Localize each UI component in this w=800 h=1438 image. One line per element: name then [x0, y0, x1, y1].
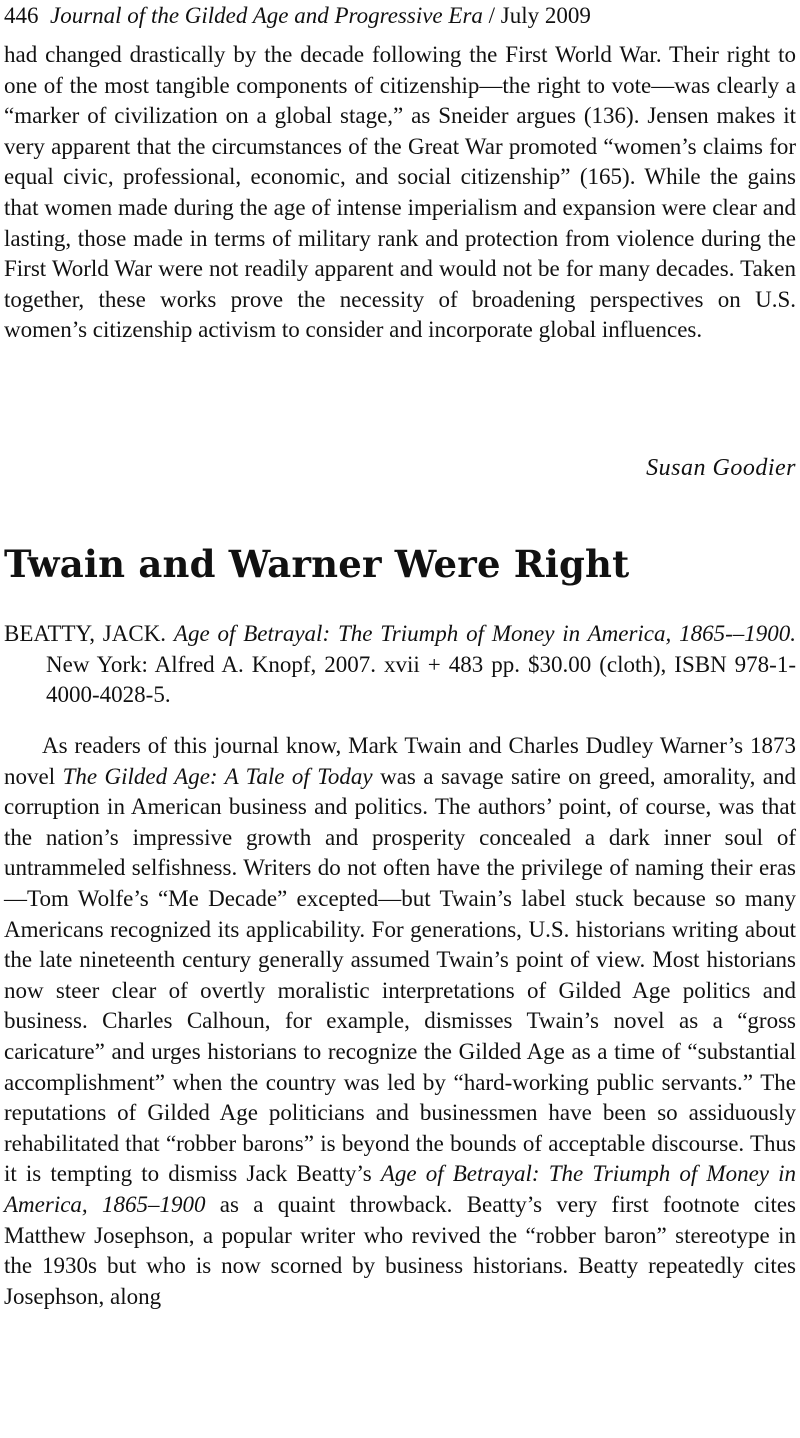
page-number: 446 [4, 3, 39, 28]
reviewer-signature: Susan Goodier [646, 455, 796, 481]
citation-publication: New York: Alfred A. Knopf, 2007. xvii + 483 pp. $30.00 (cloth), ISBN 978-1-4000-4028-5. [46, 651, 796, 708]
review-body-paragraph [4, 731, 796, 1312]
citation-author: BEATTY, JACK. [4, 621, 167, 646]
previous-review-paragraph: had changed drastically by the decade following the First World War. Their right to one of the most tangible components of citizenship—the right to vote—was clearly a “marker of civilization on a global stage,” as Sneider argues (136). Jensen makes it very apparent that the circumstances of the Great War promoted “women’s claims for equal civic, professional, economic, and social citizenship” (165). While the gains that women made during the age of intense imperialism and expansion were clear and lasting, those made in terms of military rank and protection from violence during the First World War were not readily apparent and would not be for many decades. Taken together, these works prove the necessity of broadening perspectives on U.S. women’s citizenship activism to consider and incorporate global influences. [4, 42, 796, 343]
body-text-part-2: was a savage satire on greed, amorality, and corruption in American business and politics. The authors’ point, of course, was that the nation’s impressive growth and prosperity concealed a dark inner soul of untrammeled selfishness. Writers do not often have the privilege of naming their eras—Tom Wolfe’s “Me Decade” excepted—but Twain’s label stuck because so many Americans recognized its applicability. For generations, U.S. historians writing about the late nineteenth century generally assumed Twain’s point of view. Most historians now steer clear of overtly moralistic interpretations of Gilded Age politics and business. Charles Calhoun, for example, dismisses Twain’s novel as a “gross caricature” and urges historians to recognize the Gilded Age as a time of “substantial accomplishment” when the country was led by “hard-working public servants.” The reputations of Gilded Age politicians and businessmen have been so assiduously rehabilitated that “robber barons” is beyond the bounds of acceptable discourse. Thus it is tempting to dismiss Jack Beatty’s [4, 763, 796, 1187]
review-title: Twain and Warner Were Right [4, 542, 630, 586]
body-text-part-3: as a quaint throwback. Beatty’s very first footnote cites Matthew Josephson, a popular writer who revived the “robber baron” stereotype in the 1930s but who is now scorned by business historians. Beatty repeatedly cites Josephson, along [4, 1191, 797, 1309]
book-citation [4, 619, 796, 711]
citation-book-title: Age of Betrayal: The Triumph of Money in America, 1865-–1900. [173, 621, 796, 646]
novel-title: The Gilded Age: A Tale of Today [62, 763, 373, 789]
body-text-part-1: As readers of this journal know, Mark Twain and Charles Dudley Warner’s 1873 novel [4, 733, 796, 789]
book-title-inline: Age of Betrayal: The Triumph of Money in America, 1865–1900 [4, 1161, 796, 1217]
running-head [4, 2, 591, 30]
issue-date: / July 2009 [488, 3, 591, 28]
journal-title: Journal of the Gilded Age and Progressive Era [50, 3, 483, 28]
